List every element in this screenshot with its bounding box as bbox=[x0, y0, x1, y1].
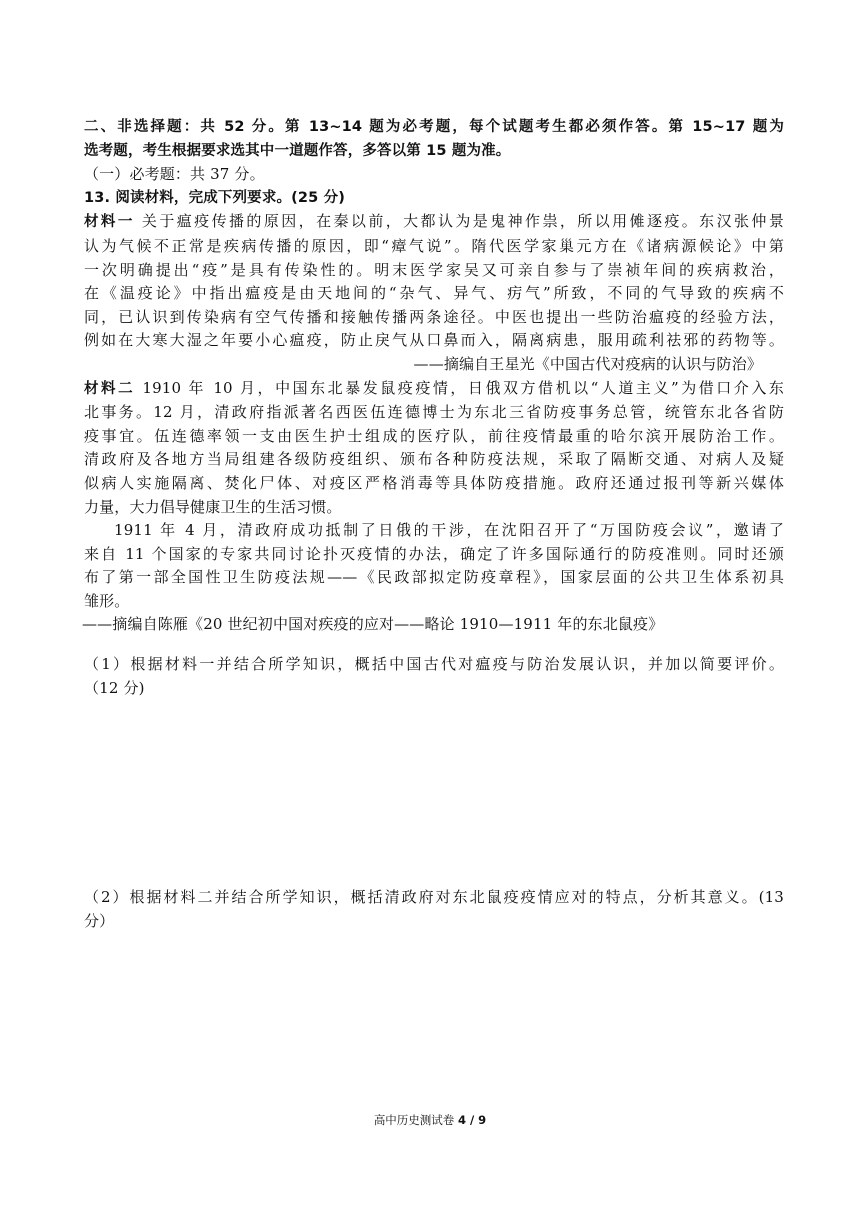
material-2-para2-line: 来自 11 个国家的专家共同讨论扑灭疫情的办法，确定了许多国际通行的防疫准则。同时还颁 bbox=[84, 544, 784, 563]
subquestion-2-line-2: 分） bbox=[84, 911, 115, 930]
material-1-line: 同，已认识到传染病有空气传播和接触传播两条途径。中医也提出一些防治瘟疫的经验方法， bbox=[84, 307, 784, 326]
subquestion-1-line-1: （1）根据材料一并结合所学知识，概括中国古代对瘟疫与防治发展认识，并加以简要评价。 bbox=[84, 655, 784, 674]
material-2-line: 材料二 1910 年 10 月，中国东北暴发鼠疫疫情，日俄双方借机以“人道主义”为借口介入东 bbox=[84, 378, 785, 397]
material-2-line: 清政府及各地方当局组建各级防疫组织、颁布各种防疫法规，采取了隔断交通、对病人及疑 bbox=[84, 450, 784, 469]
material-1-line: 认为气候不正常是疾病传播的原因，即“瘴气说”。隋代医学家巢元方在《诸病源候论》中第 bbox=[84, 236, 784, 255]
material-2-para2-line: 布了第一部全国性卫生防疫法规——《民政部拟定防疫章程》，国家层面的公共卫生体系初具 bbox=[84, 568, 784, 587]
subquestion-1-line-2: （12 分) bbox=[84, 678, 145, 697]
material-1-line: 例如在大寒大湿之年要小心瘟疫，防止戾气从口鼻而入，隔离病患，服用疏利祛邪的药物等。 bbox=[84, 331, 784, 350]
material-2-line: 北事务。12 月，清政府指派著名西医伍连德博士为东北三省防疫事务总管，统管东北各省防 bbox=[84, 403, 784, 422]
material-1-line: 一次明确提出“疫”是具有传染性的。明末医学家吴又可亲自参与了崇祯年间的疾病救治， bbox=[84, 260, 784, 279]
answer-space-1 bbox=[84, 700, 784, 886]
material-1-source: ——摘编自王星光《中国古代对疫病的认识与防治》 bbox=[413, 354, 762, 373]
material-2-line: 力量，大力倡导健康卫生的生活习惯。 bbox=[84, 497, 342, 516]
material-2-para2-line: 1911 年 4 月，清政府成功抵制了日俄的干涉，在沈阳召开了“万国防疫会议”，邀请了 bbox=[114, 521, 784, 540]
material-2-para2-line: 雏形。 bbox=[84, 591, 130, 610]
page-number: 4 / 9 bbox=[457, 1113, 487, 1127]
material-1-label: 材料一 bbox=[84, 214, 135, 231]
section-heading-line-1: 二、非选择题：共 52 分。第 13~14 题为必考题，每个试题考生都必须作答。第 15~17 题为 bbox=[84, 119, 784, 135]
material-2-line: 似病人实施隔离、焚化尸体、对疫区严格消毒等具体防疫措施。政府还通过报刊等新兴媒体 bbox=[84, 473, 784, 492]
exam-page bbox=[84, 116, 784, 933]
material-2-label: 材料二 bbox=[84, 380, 136, 397]
material-1-line: 材料一 关于瘟疫传播的原因，在秦以前，大都认为是鬼神作祟，所以用傩逐疫。东汉张仲景 bbox=[84, 212, 784, 231]
question-13-title: 13. 阅读材料，完成下列要求。(25 分) bbox=[84, 189, 346, 206]
subquestion-2-line-1: （2）根据材料二并结合所学知识，概括清政府对东北鼠疫疫情应对的特点，分析其意义。(13 bbox=[84, 888, 784, 907]
material-1-line: 在《温疫论》中指出瘟疫是由天地间的“杂气、异气、疠气”所致，不同的气导致的疾病不 bbox=[84, 284, 784, 303]
page-footer bbox=[0, 1112, 860, 1128]
material-2-line: 疫事宜。伍连德率领一支由医生护士组成的医疗队，前往疫情最重的哈尔滨开展防治工作。 bbox=[84, 426, 784, 445]
material-2-source: ——摘编自陈雁《20 世纪初中国对疾疫的应对——略论 1910—1911 年的东北鼠疫》 bbox=[82, 615, 664, 634]
footer-title: 高中历史测试卷 bbox=[373, 1113, 458, 1127]
required-questions-note: （一）必考题：共 37 分。 bbox=[84, 165, 265, 184]
section-heading-line-2: 选考题，考生根据要求选其中一道题作答，多答以第 15 题为准。 bbox=[84, 142, 511, 159]
